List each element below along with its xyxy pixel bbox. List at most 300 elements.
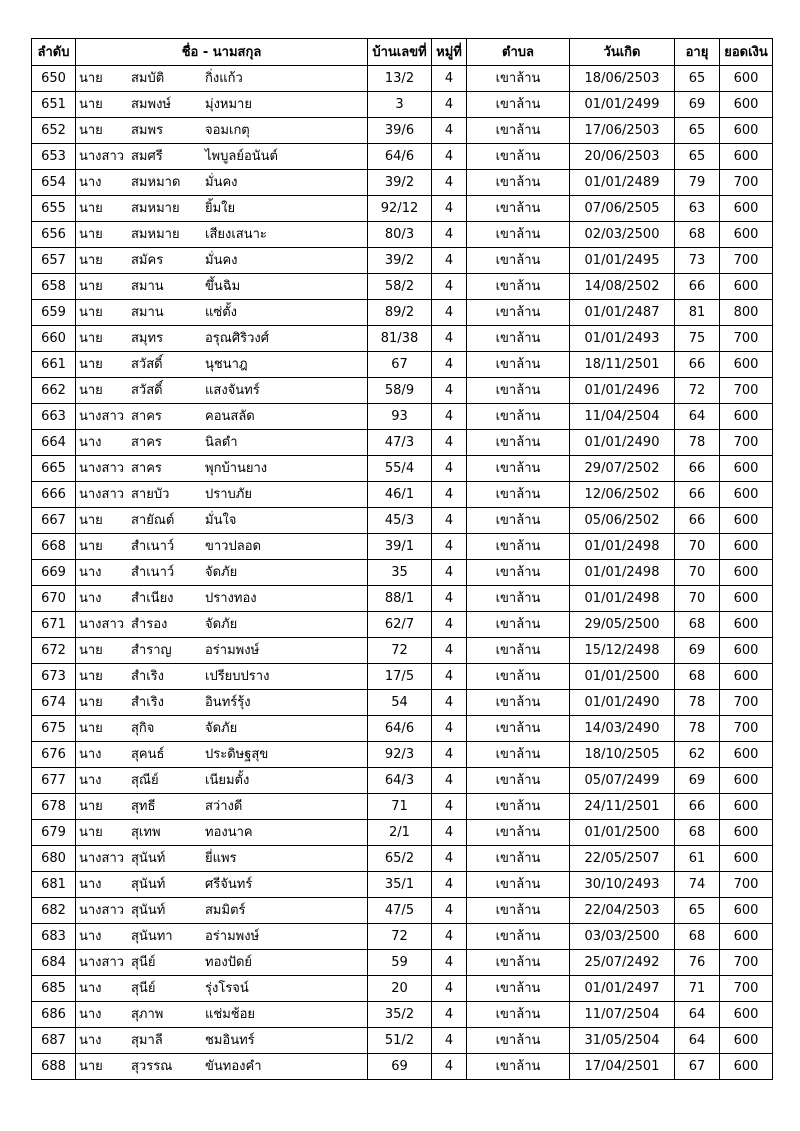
row-name <box>76 274 368 300</box>
row-name <box>76 456 368 482</box>
row-amount: 600 <box>720 586 773 612</box>
row-tambon: เขาล้าน <box>467 144 570 170</box>
row-prefix: นาย <box>79 279 103 294</box>
row-no: 652 <box>32 118 76 144</box>
row-age: 65 <box>675 66 720 92</box>
row-birth: 29/07/2502 <box>570 456 675 482</box>
row-last-name: ปรางทอง <box>205 591 257 606</box>
row-name <box>76 326 368 352</box>
row-name <box>76 846 368 872</box>
row-age: 63 <box>675 196 720 222</box>
row-birth: 01/01/2493 <box>570 326 675 352</box>
row-first-name: สุนันท์ <box>131 877 166 892</box>
row-no: 680 <box>32 846 76 872</box>
row-name <box>76 768 368 794</box>
row-birth: 20/06/2503 <box>570 144 675 170</box>
row-amount: 600 <box>720 92 773 118</box>
row-birth: 01/01/2490 <box>570 690 675 716</box>
row-name <box>76 404 368 430</box>
row-no: 670 <box>32 586 76 612</box>
row-house: 89/2 <box>368 300 432 326</box>
row-no: 685 <box>32 976 76 1002</box>
row-house: 65/2 <box>368 846 432 872</box>
row-amount: 600 <box>720 274 773 300</box>
row-first-name: สวัสดิ์ <box>131 357 163 372</box>
row-prefix: นางสาว <box>79 617 125 632</box>
row-amount: 700 <box>720 716 773 742</box>
row-last-name: อร่ามพงษ์ <box>205 643 260 658</box>
row-age: 71 <box>675 976 720 1002</box>
row-last-name: มั่นใจ <box>205 513 237 528</box>
row-name <box>76 716 368 742</box>
row-house: 55/4 <box>368 456 432 482</box>
row-birth: 29/05/2500 <box>570 612 675 638</box>
row-no: 687 <box>32 1028 76 1054</box>
row-birth: 31/05/2504 <box>570 1028 675 1054</box>
row-moo: 4 <box>432 430 467 456</box>
row-first-name: สวัสดิ์ <box>131 383 163 398</box>
table-row <box>32 508 773 534</box>
row-amount: 600 <box>720 768 773 794</box>
row-no: 675 <box>32 716 76 742</box>
row-last-name: ยิ้มใย <box>205 201 236 216</box>
row-moo: 4 <box>432 404 467 430</box>
table-row <box>32 950 773 976</box>
row-name <box>76 482 368 508</box>
row-last-name: คอนสลัด <box>205 409 255 424</box>
table-row <box>32 534 773 560</box>
table-row <box>32 768 773 794</box>
row-house: 39/2 <box>368 170 432 196</box>
row-first-name: สุนันทา <box>131 929 173 944</box>
row-amount: 700 <box>720 950 773 976</box>
row-prefix: นาง <box>79 981 102 996</box>
row-name <box>76 1002 368 1028</box>
row-amount: 600 <box>720 560 773 586</box>
header-name: ชื่อ - นามสกุล <box>76 39 368 66</box>
row-last-name: แสงจันทร์ <box>205 383 260 398</box>
row-tambon: เขาล้าน <box>467 274 570 300</box>
row-first-name: สมาน <box>131 305 164 320</box>
row-prefix: นาย <box>79 799 103 814</box>
row-last-name: อินทร์รุ้ง <box>205 695 251 710</box>
row-first-name: สาคร <box>131 409 162 424</box>
table-row <box>32 352 773 378</box>
row-house: 64/6 <box>368 716 432 742</box>
row-name <box>76 222 368 248</box>
row-no: 676 <box>32 742 76 768</box>
row-tambon: เขาล้าน <box>467 612 570 638</box>
row-first-name: สุคนธ์ <box>131 747 165 762</box>
row-amount: 600 <box>720 352 773 378</box>
row-house: 88/1 <box>368 586 432 612</box>
row-no: 651 <box>32 92 76 118</box>
row-last-name: นิลดำ <box>205 435 238 450</box>
row-moo: 4 <box>432 638 467 664</box>
table-row <box>32 638 773 664</box>
header-tambon: ตำบล <box>467 39 570 66</box>
row-last-name: ประดิษฐสุข <box>205 747 269 762</box>
row-last-name: สมมิตร์ <box>205 903 246 918</box>
row-prefix: นาย <box>79 539 103 554</box>
row-no: 667 <box>32 508 76 534</box>
row-age: 68 <box>675 924 720 950</box>
row-first-name: สาคร <box>131 435 162 450</box>
row-prefix: นาย <box>79 123 103 138</box>
row-name <box>76 508 368 534</box>
row-no: 662 <box>32 378 76 404</box>
row-amount: 600 <box>720 846 773 872</box>
row-house: 62/7 <box>368 612 432 638</box>
row-first-name: สุนีย์ <box>131 955 156 970</box>
row-birth: 01/01/2489 <box>570 170 675 196</box>
row-first-name: สมพร <box>131 123 164 138</box>
row-no: 686 <box>32 1002 76 1028</box>
row-no: 655 <box>32 196 76 222</box>
row-no: 660 <box>32 326 76 352</box>
row-no: 684 <box>32 950 76 976</box>
row-birth: 12/06/2502 <box>570 482 675 508</box>
row-moo: 4 <box>432 846 467 872</box>
row-first-name: สมบัติ <box>131 71 165 86</box>
row-house: 35 <box>368 560 432 586</box>
row-house: 59 <box>368 950 432 976</box>
row-birth: 01/01/2499 <box>570 92 675 118</box>
row-house: 39/2 <box>368 248 432 274</box>
row-no: 681 <box>32 872 76 898</box>
row-moo: 4 <box>432 456 467 482</box>
row-no: 653 <box>32 144 76 170</box>
row-house: 72 <box>368 638 432 664</box>
row-amount: 600 <box>720 144 773 170</box>
row-age: 61 <box>675 846 720 872</box>
row-name <box>76 690 368 716</box>
row-last-name: ยี่แพร <box>205 851 237 866</box>
row-birth: 01/01/2500 <box>570 820 675 846</box>
row-moo: 4 <box>432 768 467 794</box>
row-last-name: เปรียบปราง <box>205 669 270 684</box>
row-tambon: เขาล้าน <box>467 768 570 794</box>
table-row <box>32 898 773 924</box>
row-house: 46/1 <box>368 482 432 508</box>
row-moo: 4 <box>432 248 467 274</box>
row-birth: 01/01/2487 <box>570 300 675 326</box>
table-body <box>32 66 773 1080</box>
row-last-name: ปราบภัย <box>205 487 252 502</box>
row-house: 51/2 <box>368 1028 432 1054</box>
row-prefix: นาย <box>79 357 103 372</box>
row-age: 66 <box>675 352 720 378</box>
row-age: 81 <box>675 300 720 326</box>
row-amount: 600 <box>720 1028 773 1054</box>
table-row <box>32 586 773 612</box>
row-house: 17/5 <box>368 664 432 690</box>
row-no: 672 <box>32 638 76 664</box>
row-tambon: เขาล้าน <box>467 820 570 846</box>
row-age: 72 <box>675 378 720 404</box>
row-moo: 4 <box>432 170 467 196</box>
header-moo: หมู่ที่ <box>432 39 467 66</box>
row-birth: 05/06/2502 <box>570 508 675 534</box>
row-no: 656 <box>32 222 76 248</box>
row-age: 68 <box>675 222 720 248</box>
row-moo: 4 <box>432 222 467 248</box>
row-moo: 4 <box>432 196 467 222</box>
row-birth: 05/07/2499 <box>570 768 675 794</box>
row-amount: 600 <box>720 612 773 638</box>
row-amount: 600 <box>720 924 773 950</box>
row-no: 673 <box>32 664 76 690</box>
row-first-name: สาคร <box>131 461 162 476</box>
row-last-name: ขันทองคำ <box>205 1059 262 1074</box>
header-age: อายุ <box>675 39 720 66</box>
row-moo: 4 <box>432 716 467 742</box>
row-last-name: ขึ้นฉิม <box>205 279 241 294</box>
row-tambon: เขาล้าน <box>467 976 570 1002</box>
row-prefix: นาย <box>79 253 103 268</box>
row-moo: 4 <box>432 482 467 508</box>
row-last-name: จัดภัย <box>205 565 238 580</box>
row-prefix: นาย <box>79 383 103 398</box>
table-row <box>32 118 773 144</box>
row-amount: 600 <box>720 196 773 222</box>
row-amount: 600 <box>720 404 773 430</box>
row-amount: 600 <box>720 534 773 560</box>
row-birth: 22/05/2507 <box>570 846 675 872</box>
row-amount: 600 <box>720 638 773 664</box>
row-age: 66 <box>675 794 720 820</box>
row-moo: 4 <box>432 820 467 846</box>
header-amount: ยอดเงิน <box>720 39 773 66</box>
row-birth: 01/01/2490 <box>570 430 675 456</box>
row-tambon: เขาล้าน <box>467 898 570 924</box>
row-first-name: สุภาพ <box>131 1007 164 1022</box>
row-moo: 4 <box>432 612 467 638</box>
row-amount: 600 <box>720 1054 773 1080</box>
table-row <box>32 300 773 326</box>
row-prefix: นาย <box>79 825 103 840</box>
row-name <box>76 924 368 950</box>
row-age: 66 <box>675 274 720 300</box>
row-house: 20 <box>368 976 432 1002</box>
row-moo: 4 <box>432 534 467 560</box>
row-last-name: มุ่งหมาย <box>205 97 252 112</box>
row-tambon: เขาล้าน <box>467 326 570 352</box>
row-last-name: มั่นคง <box>205 175 238 190</box>
row-prefix: นาย <box>79 513 103 528</box>
row-name <box>76 586 368 612</box>
row-moo: 4 <box>432 586 467 612</box>
row-name <box>76 820 368 846</box>
row-age: 75 <box>675 326 720 352</box>
row-tambon: เขาล้าน <box>467 300 570 326</box>
row-moo: 4 <box>432 664 467 690</box>
header-house: บ้านเลขที่ <box>368 39 432 66</box>
row-house: 47/3 <box>368 430 432 456</box>
row-age: 68 <box>675 820 720 846</box>
row-first-name: สมุทร <box>131 331 164 346</box>
row-tambon: เขาล้าน <box>467 872 570 898</box>
row-age: 78 <box>675 430 720 456</box>
table-row <box>32 196 773 222</box>
row-last-name: นุชนาฎ <box>205 357 248 372</box>
row-tambon: เขาล้าน <box>467 560 570 586</box>
row-last-name: สว่างดี <box>205 799 243 814</box>
row-no: 659 <box>32 300 76 326</box>
row-no: 674 <box>32 690 76 716</box>
row-moo: 4 <box>432 300 467 326</box>
row-age: 68 <box>675 612 720 638</box>
row-first-name: สุทธี <box>131 799 156 814</box>
row-no: 671 <box>32 612 76 638</box>
row-birth: 01/01/2498 <box>570 586 675 612</box>
row-tambon: เขาล้าน <box>467 404 570 430</box>
row-first-name: สำเนาว์ <box>131 539 175 554</box>
row-first-name: สมาน <box>131 279 164 294</box>
row-last-name: แซ่ตั้ง <box>205 305 237 320</box>
table-header-row <box>32 39 773 66</box>
row-birth: 01/01/2495 <box>570 248 675 274</box>
row-age: 66 <box>675 456 720 482</box>
row-prefix: นาย <box>79 71 103 86</box>
table-row <box>32 924 773 950</box>
row-age: 66 <box>675 508 720 534</box>
row-first-name: สำรอง <box>131 617 168 632</box>
row-name <box>76 248 368 274</box>
row-amount: 800 <box>720 300 773 326</box>
row-no: 658 <box>32 274 76 300</box>
row-tambon: เขาล้าน <box>467 924 570 950</box>
row-name <box>76 872 368 898</box>
table-row <box>32 1028 773 1054</box>
row-house: 45/3 <box>368 508 432 534</box>
row-no: 657 <box>32 248 76 274</box>
row-last-name: จัดภัย <box>205 721 238 736</box>
row-tambon: เขาล้าน <box>467 508 570 534</box>
row-last-name: ทองปัดย์ <box>205 955 253 970</box>
row-tambon: เขาล้าน <box>467 66 570 92</box>
row-no: 669 <box>32 560 76 586</box>
row-amount: 700 <box>720 872 773 898</box>
row-prefix: นาง <box>79 591 102 606</box>
table-row <box>32 378 773 404</box>
row-tambon: เขาล้าน <box>467 794 570 820</box>
row-no: 682 <box>32 898 76 924</box>
row-house: 2/1 <box>368 820 432 846</box>
row-birth: 01/01/2496 <box>570 378 675 404</box>
row-moo: 4 <box>432 508 467 534</box>
row-name <box>76 378 368 404</box>
row-last-name: เนียมตั้ง <box>205 773 250 788</box>
row-first-name: สุกิจ <box>131 721 155 736</box>
table-row <box>32 612 773 638</box>
row-birth: 01/01/2500 <box>570 664 675 690</box>
row-first-name: สมหมาย <box>131 227 180 242</box>
row-first-name: สมพงษ์ <box>131 97 171 112</box>
row-amount: 700 <box>720 378 773 404</box>
table-row <box>32 66 773 92</box>
table-row <box>32 1002 773 1028</box>
row-first-name: สมหมาย <box>131 201 180 216</box>
row-amount: 600 <box>720 66 773 92</box>
row-last-name: ศรีจันทร์ <box>205 877 253 892</box>
row-house: 58/2 <box>368 274 432 300</box>
row-name <box>76 430 368 456</box>
row-birth: 18/06/2503 <box>570 66 675 92</box>
table-row <box>32 170 773 196</box>
row-birth: 07/06/2505 <box>570 196 675 222</box>
row-tambon: เขาล้าน <box>467 430 570 456</box>
row-age: 62 <box>675 742 720 768</box>
row-age: 65 <box>675 144 720 170</box>
row-age: 74 <box>675 872 720 898</box>
table-row <box>32 742 773 768</box>
table-row <box>32 846 773 872</box>
row-last-name: มั่นคง <box>205 253 238 268</box>
row-tambon: เขาล้าน <box>467 586 570 612</box>
row-birth: 01/01/2498 <box>570 560 675 586</box>
row-last-name: ทองนาค <box>205 825 253 840</box>
row-first-name: สำเริง <box>131 669 165 684</box>
row-house: 72 <box>368 924 432 950</box>
row-last-name: อรุณศิริวงศ์ <box>205 331 269 346</box>
row-tambon: เขาล้าน <box>467 378 570 404</box>
table-row <box>32 976 773 1002</box>
row-first-name: สุนีย์ <box>131 981 156 996</box>
row-name <box>76 92 368 118</box>
row-name <box>76 612 368 638</box>
row-amount: 700 <box>720 248 773 274</box>
row-house: 39/6 <box>368 118 432 144</box>
table-row <box>32 456 773 482</box>
row-prefix: นางสาว <box>79 409 125 424</box>
row-no: 663 <box>32 404 76 430</box>
row-age: 79 <box>675 170 720 196</box>
row-no: 678 <box>32 794 76 820</box>
row-no: 664 <box>32 430 76 456</box>
row-age: 64 <box>675 1002 720 1028</box>
row-first-name: สุนันท์ <box>131 851 166 866</box>
row-tambon: เขาล้าน <box>467 1028 570 1054</box>
row-birth: 01/01/2497 <box>570 976 675 1002</box>
row-prefix: นางสาว <box>79 851 125 866</box>
row-first-name: สำเนียง <box>131 591 174 606</box>
row-prefix: นาง <box>79 1033 102 1048</box>
row-house: 3 <box>368 92 432 118</box>
row-prefix: นาง <box>79 929 102 944</box>
row-prefix: นางสาว <box>79 149 125 164</box>
row-house: 81/38 <box>368 326 432 352</box>
row-tambon: เขาล้าน <box>467 196 570 222</box>
row-amount: 600 <box>720 898 773 924</box>
row-amount: 600 <box>720 118 773 144</box>
row-name <box>76 196 368 222</box>
row-house: 35/2 <box>368 1002 432 1028</box>
row-birth: 11/07/2504 <box>570 1002 675 1028</box>
row-age: 64 <box>675 1028 720 1054</box>
row-birth: 14/08/2502 <box>570 274 675 300</box>
row-birth: 15/12/2498 <box>570 638 675 664</box>
row-age: 70 <box>675 586 720 612</box>
row-name <box>76 300 368 326</box>
row-prefix: นาย <box>79 305 103 320</box>
table-row <box>32 820 773 846</box>
row-prefix: นาง <box>79 1007 102 1022</box>
row-house: 67 <box>368 352 432 378</box>
table-row <box>32 482 773 508</box>
table-row <box>32 404 773 430</box>
table-row <box>32 326 773 352</box>
